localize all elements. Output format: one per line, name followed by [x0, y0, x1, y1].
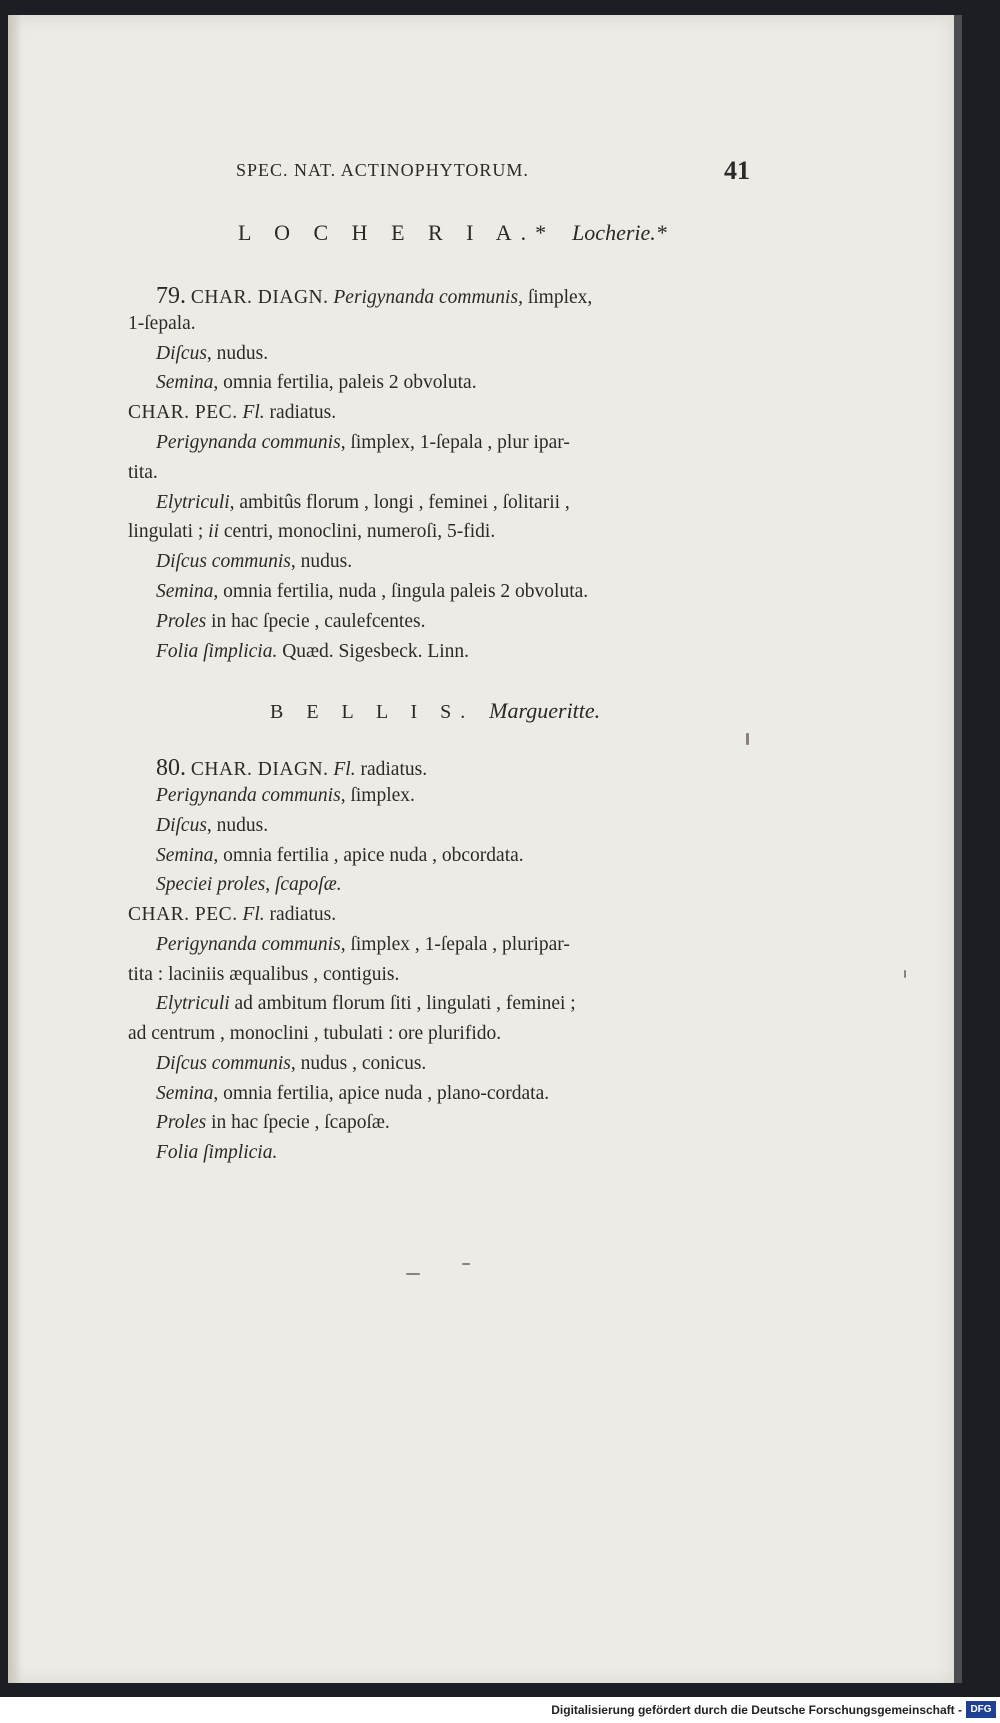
- bellis-line-7: Perigynanda communis, ſimplex , 1-ſepala , pluripar-: [156, 934, 570, 955]
- bellis-line-9: Elytriculi ad ambitum florum ſiti , lingulati , feminei ;: [156, 993, 576, 1014]
- locheria-line-8: Elytriculi, ambitûs florum , longi , feminei , ſolitarii ,: [156, 492, 570, 513]
- bellis-line-5: Speciei proles, ſcapoſæ.: [156, 874, 342, 895]
- locheria-line-4: Semina, omnia fertilia, paleis 2 obvoluta.: [156, 372, 477, 393]
- genus-vernacular: Locherie.*: [572, 220, 667, 245]
- page-edge: [954, 15, 962, 1683]
- locheria-line-3: Diſcus, nudus.: [156, 343, 269, 364]
- bellis-line-3: Diſcus, nudus.: [156, 815, 269, 836]
- genus-vernacular: Margueritte.: [489, 698, 601, 723]
- bellis-line-1: 80. CHAR. DIAGN. Fl. radiatus.: [156, 755, 428, 781]
- paper-speck: [462, 1263, 470, 1265]
- running-title: SPEC. NAT. ACTINOPHYTORUM.: [236, 160, 529, 180]
- bellis-line-11: Diſcus communis, nudus , conicus.: [156, 1053, 427, 1074]
- genus-title: B E L L I S.: [270, 701, 475, 723]
- paper-speck: [746, 733, 749, 745]
- genus-title: L O C H E R I A.*: [238, 220, 556, 245]
- locheria-line-1: 79. CHAR. DIAGN. Perigynanda communis, ſimplex,: [156, 283, 593, 309]
- page-number: 41: [724, 156, 750, 185]
- footer-credit: Digitalisierung gefördert durch die Deutsche Forschungsgemeinschaft -: [551, 1703, 962, 1717]
- digitization-footer: [0, 1697, 1000, 1723]
- locheria-line-2: 1-ſepala.: [128, 313, 196, 334]
- dfg-logo: DFG: [966, 1701, 996, 1718]
- bellis-line-13: Proles in hac ſpecie , ſcapoſæ.: [156, 1112, 390, 1133]
- locheria-line-12: Proles in hac ſpecie , caulefcentes.: [156, 611, 426, 632]
- locheria-line-13: Folia ſimplicia. Quæd. Sigesbeck. Linn.: [156, 641, 470, 662]
- locheria-line-10: Diſcus communis, nudus.: [156, 551, 353, 572]
- genus-heading-locheria: [238, 220, 667, 246]
- locheria-line-9: lingulati ; ii centri, monoclini, numeroſi, 5-fidi.: [128, 521, 496, 542]
- bellis-line-4: Semina, omnia fertilia , apice nuda , obcordata.: [156, 845, 524, 866]
- bellis-line-12: Semina, omnia fertilia, apice nuda , plano-cordata.: [156, 1083, 550, 1104]
- locheria-line-6: Perigynanda communis, ſimplex, 1-ſepala , plur ipar-: [156, 432, 570, 453]
- bellis-line-8: tita : laciniis æqualibus , contiguis.: [128, 964, 400, 985]
- bellis-line-10: ad centrum , monoclini , tubulati : ore plurifido.: [128, 1023, 502, 1044]
- bellis-line-6: CHAR. PEC. Fl. radiatus.: [128, 904, 337, 925]
- locheria-line-11: Semina, omnia fertilia, nuda , ſingula paleis 2 obvoluta.: [156, 581, 589, 602]
- genus-heading-bellis: [270, 698, 600, 724]
- locheria-line-5: CHAR. PEC. Fl. radiatus.: [128, 402, 337, 423]
- bellis-line-2: Perigynanda communis, ſimplex.: [156, 785, 415, 806]
- paper-speck: [904, 970, 906, 978]
- paper-speck: [406, 1273, 420, 1275]
- locheria-line-7: tita.: [128, 462, 158, 483]
- bellis-line-14: Folia ſimplicia.: [156, 1142, 278, 1163]
